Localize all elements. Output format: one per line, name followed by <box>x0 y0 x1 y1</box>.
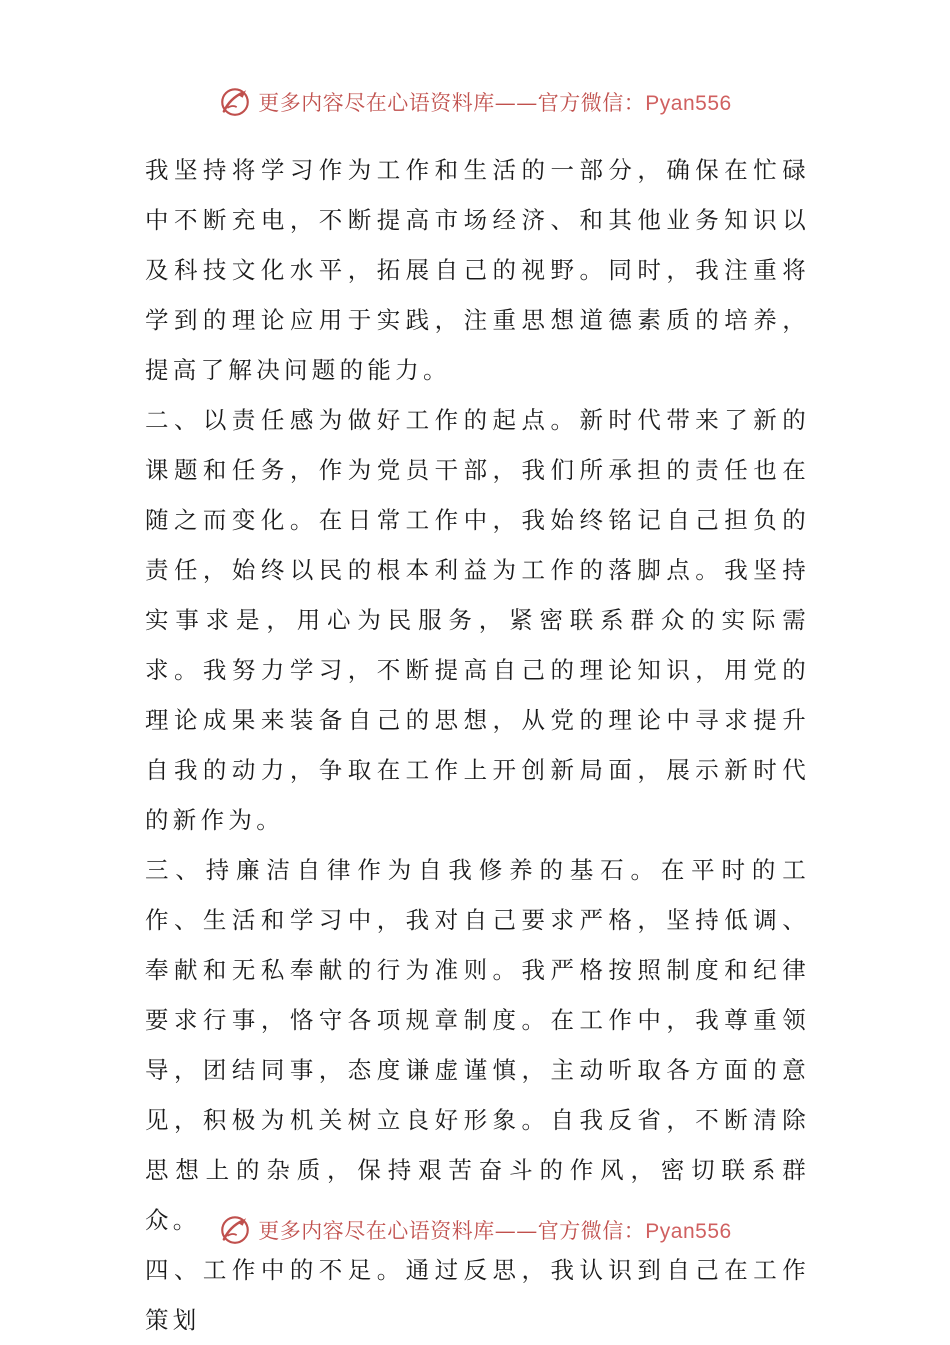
pen-logo-icon <box>218 1213 252 1247</box>
header-site-name: 更多内容尽在心语资料库 <box>258 91 495 115</box>
footer-separator: —— <box>494 1219 538 1243</box>
document-body <box>145 145 810 1345</box>
footer-banner-text <box>258 1215 731 1245</box>
header-banner <box>0 80 950 124</box>
paragraph-2: 二、以责任感为做好工作的起点。新时代带来了新的课题和任务，作为党员干部，我们所承担的责任也在随之而变化。在日常工作中，我始终铭记自己担负的责任，始终以民的根本利益为工作的落脚点。我坚持实事求是，用心为民服务，紧密联系群众的实际需求。我努力学习，不断提高自己的理论知识，用党的理论成果来装备自己的思想，从党的理论中寻求提升自我的动力，争取在工作上开创新局面，展示新时代的新作为。 <box>145 406 810 834</box>
pen-logo-icon <box>218 85 252 119</box>
paragraph-1: 我坚持将学习作为工作和生活的一部分，确保在忙碌中不断充电，不断提高市场经济、和其他业务知识以及科技文化水平，拓展自己的视野。同时，我注重将学到的理论应用于实践，注重思想道德素质的培养，提高了解决问题的能力。 <box>145 156 810 384</box>
footer-wechat-id: Pyan556 <box>645 1220 732 1243</box>
header-separator: —— <box>494 91 538 115</box>
header-wechat-id: Pyan556 <box>645 92 732 115</box>
paragraph-3: 三、持廉洁自律作为自我修养的基石。在平时的工作、生活和学习中，我对自己要求严格，坚持低调、奉献和无私奉献的行为准则。我严格按照制度和纪律要求行事，恪守各项规章制度。在工作中，我尊重领导，团结同事，态度谦虚谨慎，主动听取各方面的意见，积极为机关树立良好形象。自我反省，不断清除思想上的杂质，保持艰苦奋斗的作风，密切联系群众。 <box>145 856 810 1234</box>
header-wechat-label: 官方微信： <box>537 91 646 115</box>
footer-banner <box>0 1208 950 1252</box>
footer-site-name: 更多内容尽在心语资料库 <box>258 1219 495 1243</box>
paragraph-4: 四、工作中的不足。通过反思，我认识到自己在工作策划 <box>145 1256 810 1334</box>
footer-wechat-label: 官方微信： <box>537 1219 646 1243</box>
header-banner-text <box>258 87 731 117</box>
